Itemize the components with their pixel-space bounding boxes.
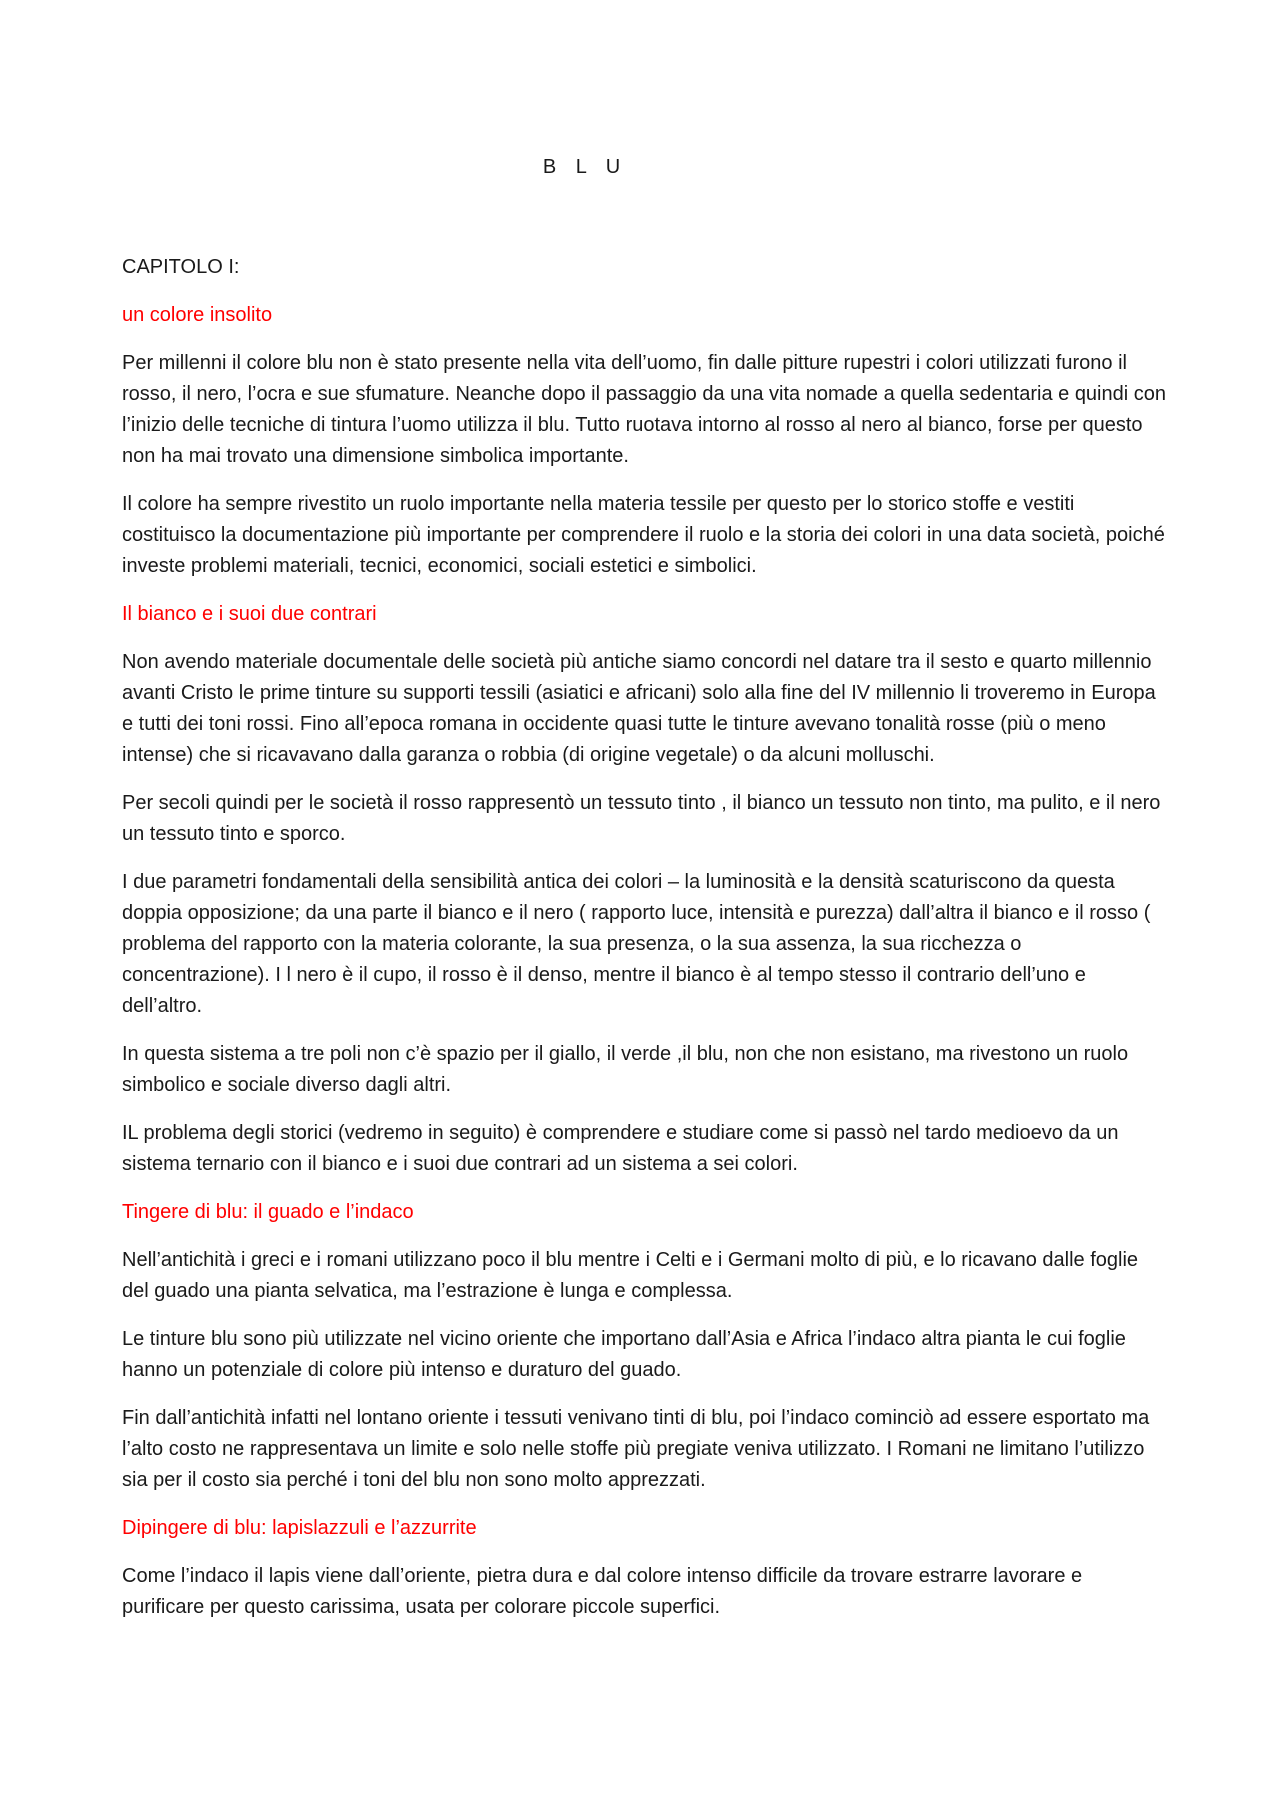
paragraph: Non avendo materiale documentale delle società più antiche siamo concordi nel datare tra il sesto e quarto millennio avanti Cristo le prime tinture su supporti tessili (asiatici e africani) solo alla fine del IV millennio li troveremo in Europa e tutti dei toni rossi. Fino all’epoca romana in occidente quasi tutte le tinture avevano tonalità rosse (più o meno intense) che si ricavavano dalla garanza o robbia (di origine vegetale) o da alcuni molluschi. (122, 651, 1156, 766)
paragraph: Fin dall’antichità infatti nel lontano oriente i tessuti venivano tinti di blu, poi l’indaco cominciò ad essere esportato ma l’alto costo ne rappresentava un limite e solo nelle stoffe più pregiate veniva utilizzato. I Romani ne limitano l’utilizzo sia per il costo sia perché i toni del blu non sono molto apprezzati. (122, 1407, 1150, 1491)
section-heading: Dipingere di blu: lapislazzuli e l’azzurrite (122, 1517, 477, 1539)
document-body (122, 252, 1167, 1640)
section-heading: Il bianco e i suoi due contrari (122, 603, 377, 625)
paragraph: I due parametri fondamentali della sensibilità antica dei colori – la luminosità e la densità scaturiscono da questa doppia opposizione; da una parte il bianco e il nero ( rapporto luce, intensità e purezza) dall’altra il bianco e il rosso ( problema del rapporto con la materia colorante, la sua presenza, o la sua assenza, la sua ricchezza o concentrazione). I l nero è il cupo, il rosso è il denso, mentre il bianco è al tempo stesso il contrario dell’uno e dell’altro. (122, 871, 1151, 1017)
paragraph: Per secoli quindi per le società il rosso rappresentò un tessuto tinto , il bianco un tessuto non tinto, ma pulito, e il nero un tessuto tinto e sporco. (122, 792, 1161, 845)
paragraph: IL problema degli storici (vedremo in seguito) è comprendere e studiare come si passò nel tardo medioevo da un sistema ternario con il bianco e i suoi due contrari ad un sistema a sei colori. (122, 1122, 1119, 1175)
chapter-label: CAPITOLO I: (122, 256, 240, 278)
paragraph: Il colore ha sempre rivestito un ruolo importante nella materia tessile per questo per lo storico stoffe e vestiti costituisco la documentazione più importante per comprendere il ruolo e la storia dei colori in una data società, poiché investe problemi materiali, tecnici, economici, sociali estetici e simbolici. (122, 493, 1165, 577)
paragraph: In questa sistema a tre poli non c’è spazio per il giallo, il verde ,il blu, non che non esistano, ma rivestono un ruolo simbolico e sociale diverso dagli altri. (122, 1043, 1129, 1096)
section-colore-insolito (122, 300, 1167, 582)
section-heading: un colore insolito (122, 304, 273, 326)
section-dipingere-blu (122, 1513, 1167, 1623)
section-heading: Tingere di blu: il guado e l’indaco (122, 1201, 414, 1223)
paragraph: Per millenni il colore blu non è stato presente nella vita dell’uomo, fin dalle pitture rupestri i colori utilizzati furono il rosso, il nero, l’ocra e sue sfumature. Neanche dopo il passaggio da una vita nomade a quella sedentaria e quindi con l’inizio delle tecniche di tintura l’uomo utilizza il blu. Tutto ruotava intorno al rosso al nero al bianco, forse per questo non ha mai trovato una dimensione simbolica importante. (122, 352, 1166, 467)
paragraph: Nell’antichità i greci e i romani utilizzano poco il blu mentre i Celti e i Germani molto di più, e lo ricavano dalle foglie del guado una pianta selvatica, ma l’estrazione è lunga e complessa. (122, 1249, 1139, 1302)
section-tingere-blu (122, 1197, 1167, 1496)
document-title: B L U (542, 156, 628, 178)
section-bianco-contrari (122, 599, 1167, 1180)
paragraph: Come l’indaco il lapis viene dall’oriente, pietra dura e dal colore intenso difficile da trovare estrarre lavorare e purificare per questo carissima, usata per colorare piccole superfici. (122, 1565, 1083, 1618)
paragraph: Le tinture blu sono più utilizzate nel vicino oriente che importano dall’Asia e Africa l’indaco altra pianta le cui foglie hanno un potenziale di colore più intenso e duraturo del guado. (122, 1328, 1126, 1381)
